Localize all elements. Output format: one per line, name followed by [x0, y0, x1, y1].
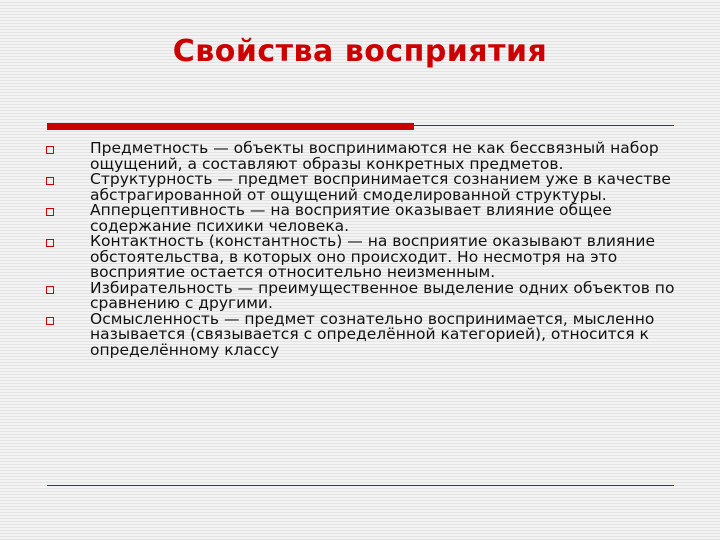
list-item-selectivity — [46, 278, 676, 312]
hollow-square-icon — [46, 146, 54, 154]
list-item-text: Осмысленность — предмет сознательно воспринимается, мысленно называется (связывается с определённой категорией), относится к определённому классу — [90, 309, 655, 359]
hollow-square-icon — [46, 317, 54, 325]
list-item-text: Апперцептивность — на восприятие оказывает влияние общее содержание психики человека. — [90, 201, 612, 235]
title-underline-thick — [47, 123, 414, 130]
hollow-square-icon — [46, 177, 54, 185]
bottom-divider — [47, 485, 674, 486]
title-underline-thin — [414, 125, 674, 126]
list-item-text: Контактность (константность) — на восприятие оказывают влияние обстоятельства, в которых оно происходит. Но несмотря на это восприятие остается относительно неизменным. — [90, 232, 655, 281]
slide-title: Свойства восприятия — [172, 34, 548, 69]
list-item-text: Избирательность — преимущественное выделение одних объектов по сравнению с другими. — [90, 278, 675, 312]
list-item-objectness — [46, 141, 676, 172]
list-item-text: Предметность — объекты воспринимаются не как бессвязный набор ощущений, а составляют образы конкретных предметов. — [90, 139, 659, 173]
hollow-square-icon — [46, 286, 54, 294]
properties-list — [46, 141, 676, 358]
list-item-text: Структурность — предмет воспринимается сознанием уже в качестве абстрагированной от ощущений смоделированной структуры. — [90, 170, 671, 204]
list-item-constancy — [46, 234, 676, 281]
hollow-square-icon — [46, 208, 54, 216]
list-item-meaningfulness — [46, 309, 676, 359]
hollow-square-icon — [46, 239, 54, 247]
list-item-structure — [46, 172, 676, 203]
list-item-apperception — [46, 203, 676, 234]
